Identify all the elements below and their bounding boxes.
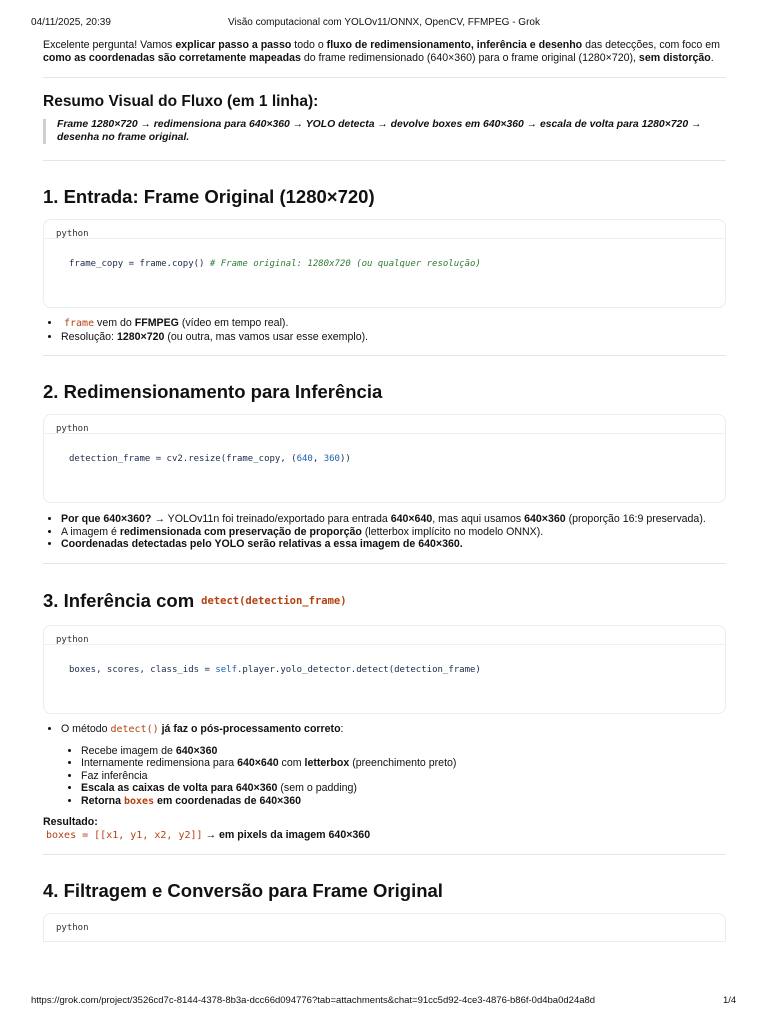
code-content: frame_copy = frame.copy() # Frame original: 1280x720 (ou qualquer resolução) bbox=[69, 259, 481, 269]
section4-heading: 4. Filtragem e Conversão para Frame Original bbox=[43, 880, 443, 901]
section2-heading: 2. Redimensionamento para Inferência bbox=[43, 381, 383, 402]
list-item: • Recebe imagem de 640×360 bbox=[81, 745, 726, 758]
code-block bbox=[43, 219, 726, 308]
section2-bullets bbox=[43, 513, 726, 551]
list-item: • Retorna boxes em coordenadas de 640×360 bbox=[81, 795, 726, 809]
print-url: https://grok.com/project/3526cd7c-8144-4378-8b3a-dcc66d094776?tab=attachments&chat=91cc5d92-4ce3-4876-b86f-0d4ba0d24a8d bbox=[31, 995, 596, 1006]
list-item: • Por que 640×360? → YOLOv11n foi treinado/exportado para entrada 640×640, mas aqui usamos 640×360 (proporção 16:9 preservada). bbox=[61, 513, 726, 526]
divider bbox=[43, 563, 726, 564]
code-language-label: python bbox=[56, 635, 89, 645]
list-item: • A imagem é redimensionada com preservação de proporção (letterbox implícito no modelo ONNX). bbox=[61, 526, 726, 539]
list-item: • frame vem do FFMPEG (vídeo em tempo real). bbox=[61, 317, 726, 331]
section3-heading: 3. Inferência com detect(detection_frame) bbox=[43, 590, 347, 611]
summary-blockquote: Frame 1280×720 → redimensiona para 640×360 → YOLO detecta → devolve boxes em 640×360 → escala de volta para 1280×720 → desenha no frame original. bbox=[43, 119, 717, 144]
list-item: • Resolução: 1280×720 (ou outra, mas vamos usar esse exemplo). bbox=[61, 331, 726, 344]
divider bbox=[43, 160, 726, 161]
code-content: detection_frame = cv2.resize(frame_copy, (640, 360)) bbox=[69, 454, 351, 464]
summary-heading: Resumo Visual do Fluxo (em 1 linha): bbox=[43, 93, 319, 110]
code-content: boxes, scores, class_ids = self.player.yolo_detector.detect(detection_frame) bbox=[69, 665, 481, 675]
print-page-number: 1/4 bbox=[723, 995, 737, 1006]
divider bbox=[43, 77, 726, 78]
list-item: • Escala as caixas de volta para 640×360 (sem o padding) bbox=[81, 782, 726, 795]
list-item: • Faz inferência bbox=[81, 770, 726, 783]
code-block bbox=[43, 625, 726, 714]
section3-bullets bbox=[43, 723, 726, 809]
section1-bullets bbox=[43, 317, 726, 343]
print-datetime: 04/11/2025, 20:39 bbox=[31, 17, 111, 28]
section1-heading: 1. Entrada: Frame Original (1280×720) bbox=[43, 186, 375, 207]
code-language-label: python bbox=[56, 424, 89, 434]
divider bbox=[43, 854, 726, 855]
result-block: Resultado: boxes = [[x1, y1, x2, y2]] → em pixels da imagem 640×360 bbox=[43, 816, 371, 841]
list-item: • Coordenadas detectadas pelo YOLO serão relativas a essa imagem de 640×360. bbox=[61, 538, 726, 551]
list-item: • O método detect() já faz o pós-processamento correto: bbox=[61, 723, 726, 737]
divider bbox=[43, 355, 726, 356]
inline-code: detect(detection_frame) bbox=[201, 595, 347, 607]
intro-paragraph: Excelente pergunta! Vamos explicar passo a passo todo o fluxo de redimensionamento, inferência e desenho das detecções, com foco em como as coordenadas são corretamente mapeadas do frame redimensionado (640×360) para o frame original (1280×720), sem distorção. bbox=[43, 39, 720, 64]
code-language-label: python bbox=[56, 229, 89, 239]
code-block bbox=[43, 913, 726, 942]
code-language-label: python bbox=[56, 923, 89, 933]
print-page-title: Visão computacional com YOLOv11/ONNX, OpenCV, FFMPEG - Grok bbox=[228, 17, 540, 28]
list-item: • Internamente redimensiona para 640×640 com letterbox (preenchimento preto) bbox=[81, 757, 726, 770]
code-block bbox=[43, 414, 726, 503]
